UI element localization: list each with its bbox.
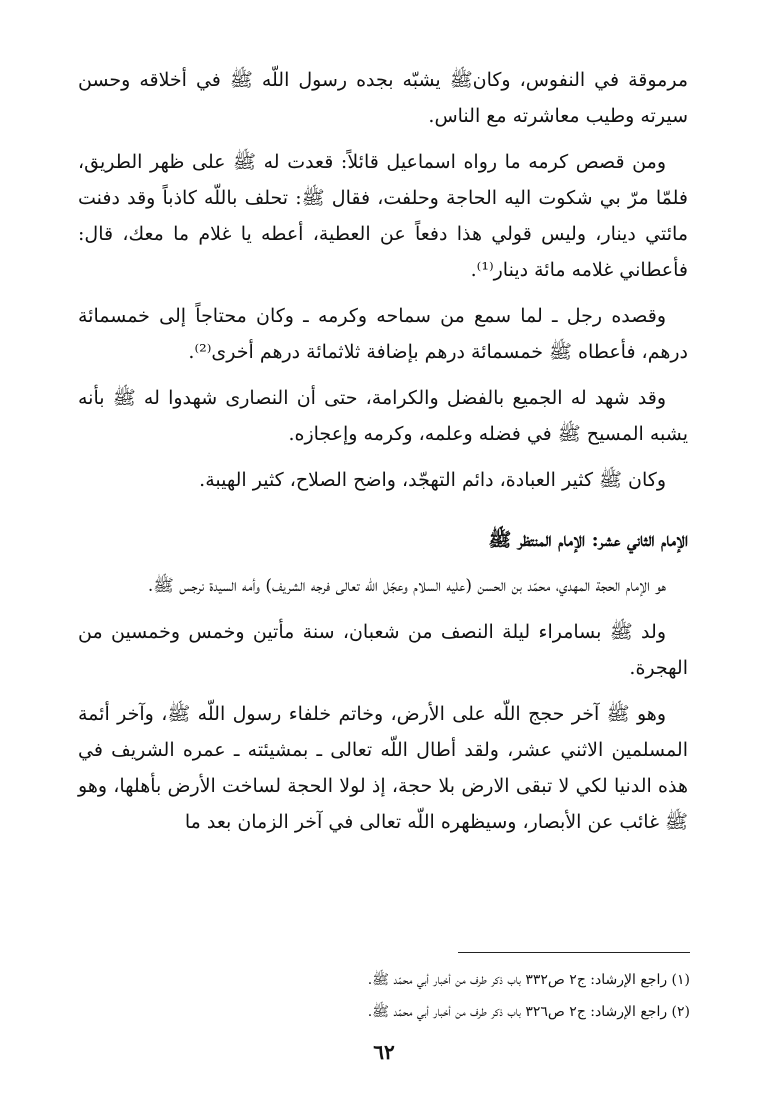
paragraph-8: وهو ﷺ آخر حجج اللّه على الأرض، وخاتم خلفاء رسول اللّه ﷺ، وآخر أئمة المسلمين الاثني عشر، ولقد أطال اللّه تعالى ـ بمشيئته ـ عمره الشريف في هذه الدنيا لكي لا تبقى الارض بلا حجة، إذ لولا الحجة لساخت الأرض بأهلها، وهو ﷺ غائب عن الأبصار، وسيظهره اللّه تعالى في آخر الزمان بعد ما: [78, 703, 688, 833]
footnote-divider: [458, 952, 690, 953]
footnotes: [80, 964, 690, 1028]
footnote-2: (٢) راجع الإرشاد: ج٢ ص٣٢٦ باب ذكر طرف من أخبار أبي محمّد ﷺ.: [367, 1004, 690, 1020]
paragraph-5: وكان ﷺ كثير العبادة، دائم التهجّد، واضح الصلاح، كثير الهيبة.: [199, 469, 666, 491]
page-body: [78, 62, 688, 850]
paragraph-6: هو الإمام الحجة المهدي، محمّد بن الحسن (عليه السلام وعجّل اللّه تعالى فرجه الشريف) وأمه السيدة نرجس ﷺ.: [147, 576, 666, 596]
paragraph-7: ولد ﷺ بسامراء ليلة النصف من شعبان، سنة مأتين وخمس وخمسين من الهجرة.: [78, 621, 688, 679]
page-number: ٦٢: [373, 1040, 395, 1064]
paragraph-2: ومن قصص كرمه ما رواه اسماعيل قائلاً: قعدت له ﷺ على ظهر الطريق، فلمّا مرّ بي شكوت اليه الحاجة وحلفت، فقال ﷺ: تحلف باللّه كاذباً وقد دفنت مائتي دينار، وليس قولي هذا دفعاً عن العطية، أعطه يا غلام ما معك، قال: فأعطاني غلامه مائة دينار⁽¹⁾.: [78, 151, 688, 281]
section-heading: الإمام الثاني عشر: الإمام المنتظر ﷺ: [488, 529, 688, 551]
paragraph-4: وقد شهد له الجميع بالفضل والكرامة، حتى أن النصارى شهدوا له ﷺ بأنه يشبه المسيح ﷺ في فضله وعلمه، وكرمه وإعجازه.: [78, 387, 688, 445]
paragraph-1: مرموقة في النفوس، وكانﷺ يشبّه بجده رسول اللّه ﷺ في أخلاقه وحسن سيرته وطيب معاشرته مع الناس.: [78, 69, 688, 127]
paragraph-3: وقصده رجل ـ لما سمع من سماحه وكرمه ـ وكان محتاجاً إلى خمسمائة درهم، فأعطاه ﷺ خمسمائة درهم بإضافة ثلاثمائة درهم أخرى⁽²⁾.: [78, 305, 688, 363]
footnote-1: (١) راجع الإرشاد: ج٢ ص٣٣٢ باب ذكر طرف من أخبار أبي محمّد ﷺ.: [367, 972, 690, 988]
